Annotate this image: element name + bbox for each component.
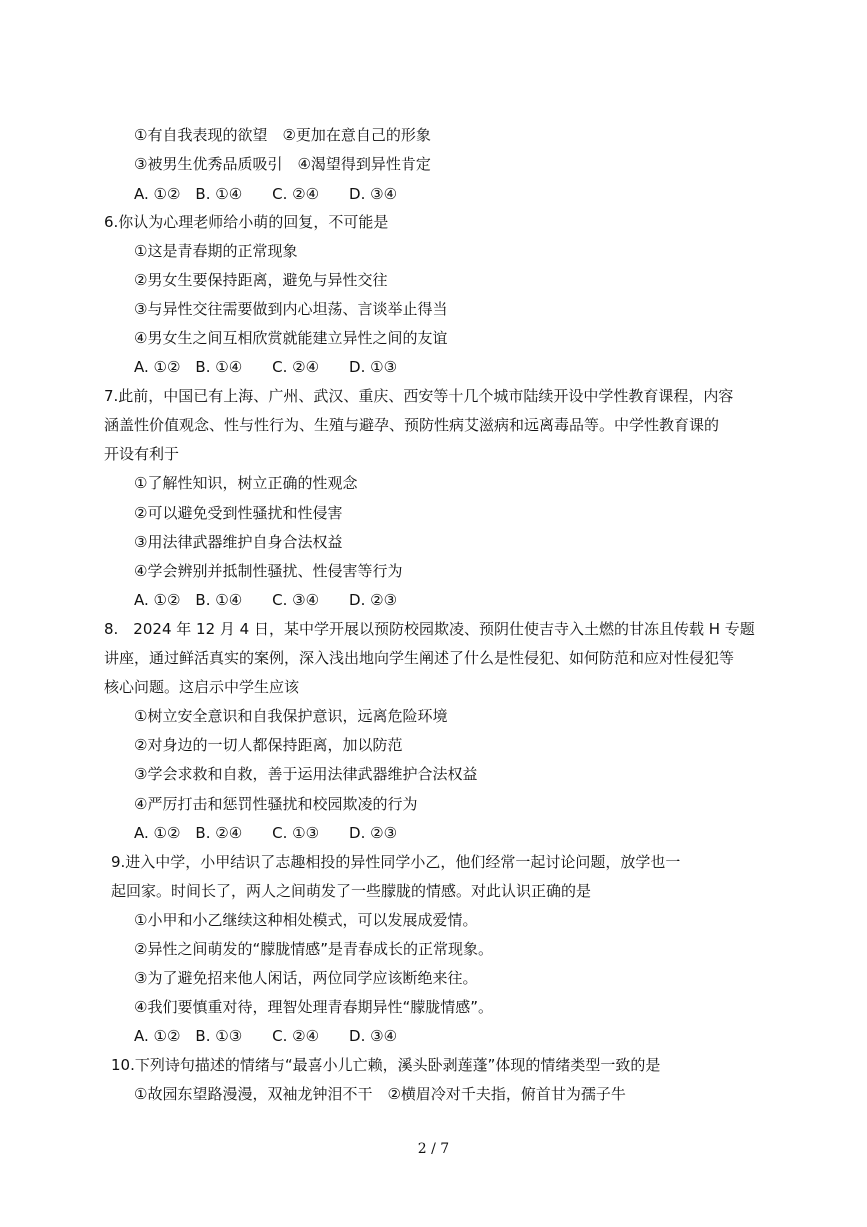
doc-line: ④男女生之间互相欣赏就能建立异性之间的友谊 <box>134 329 448 347</box>
doc-line: 8. 2024 年 12 月 4 日，某中学开展以预防校园欺凌、预阴仕使吉寺入土燃的甘冻且传载 H 专题 <box>104 620 755 638</box>
doc-line: ③与异性交往需要做到内心坦荡、言谈举止得当 <box>134 300 448 318</box>
doc-line: 7.此前，中国已有上海、广州、武汉、重庆、西安等十几个城市陆续开设中学性教育课程，内容 <box>104 387 734 405</box>
doc-line: A. ①② B. ②④ C. ①③ D. ②③ <box>134 824 398 842</box>
doc-line: ③学会求救和自救，善于运用法律武器维护合法权益 <box>134 765 478 783</box>
doc-line: ①小甲和小乙继续这种相处模式，可以发展成爱情。 <box>134 911 478 929</box>
doc-line: ①这是青春期的正常现象 <box>134 242 298 260</box>
doc-line: ①有自我表现的欲望 ②更加在意自己的形象 <box>134 126 431 144</box>
doc-line: ②对身边的一切人都保持距离，加以防范 <box>134 736 403 754</box>
doc-line: ①了解性知识，树立正确的性观念 <box>134 474 358 492</box>
doc-line: 讲座，通过鲜活真实的案例，深入浅出地向学生阐述了什么是性侵犯、如何防范和应对性侵犯等 <box>104 649 735 667</box>
doc-line: A. ①② B. ①④ C. ②④ D. ③④ <box>134 185 398 203</box>
doc-line: 6.你认为心理老师给小萌的回复，不可能是 <box>104 213 389 231</box>
doc-line: ②男女生要保持距离，避免与异性交往 <box>134 271 388 289</box>
doc-line: ③被男生优秀品质吸引 ④渴望得到异性肯定 <box>134 155 431 173</box>
doc-line: 起回家。时间长了，两人之间萌发了一些朦胧的情感。对此认识正确的是 <box>111 882 592 900</box>
doc-line: 涵盖性价值观念、性与性行为、生殖与避孕、预防性病艾滋病和远离毒品等。中学性教育课的 <box>104 416 720 434</box>
doc-line: ②异性之间萌发的“朦胧情感”是青春成长的正常现象。 <box>134 940 493 958</box>
page-number: 2 / 7 <box>417 1141 450 1157</box>
doc-line: A. ①② B. ①③ C. ②④ D. ③④ <box>134 1027 398 1045</box>
doc-line: 10.下列诗句描述的情绪与“最喜小儿亡赖，溪头卧剥莲蓬”体现的情绪类型一致的是 <box>111 1056 661 1074</box>
doc-line: ④学会辨别并抵制性骚扰、性侵害等行为 <box>134 562 403 580</box>
doc-line: 核心问题。这启示中学生应该 <box>104 678 300 696</box>
doc-line: 开设有利于 <box>104 445 180 463</box>
doc-line: A. ①② B. ①④ C. ③④ D. ②③ <box>134 591 398 609</box>
doc-line: ③为了避免招来他人闲话，两位同学应该断绝来往。 <box>134 969 478 987</box>
doc-line: ③用法律武器维护自身合法权益 <box>134 533 343 551</box>
doc-line: ①故园东望路漫漫，双袖龙钟泪不干 ②横眉冷对千夫指，俯首甘为孺子牛 <box>134 1085 626 1103</box>
doc-line: 9.进入中学，小甲结识了志趣相投的异性同学小乙，他们经常一起讨论问题，放学也一 <box>111 853 681 871</box>
doc-line: ④严厉打击和惩罚性骚扰和校园欺凌的行为 <box>134 795 418 813</box>
doc-line: ①树立安全意识和自我保护意识，远离危险环境 <box>134 707 448 725</box>
doc-line: A. ①② B. ①④ C. ②④ D. ①③ <box>134 358 398 376</box>
doc-line: ②可以避免受到性骚扰和性侵害 <box>134 504 343 522</box>
doc-line: ④我们要慎重对待，理智处理青春期异性“朦胧情感”。 <box>134 998 493 1016</box>
